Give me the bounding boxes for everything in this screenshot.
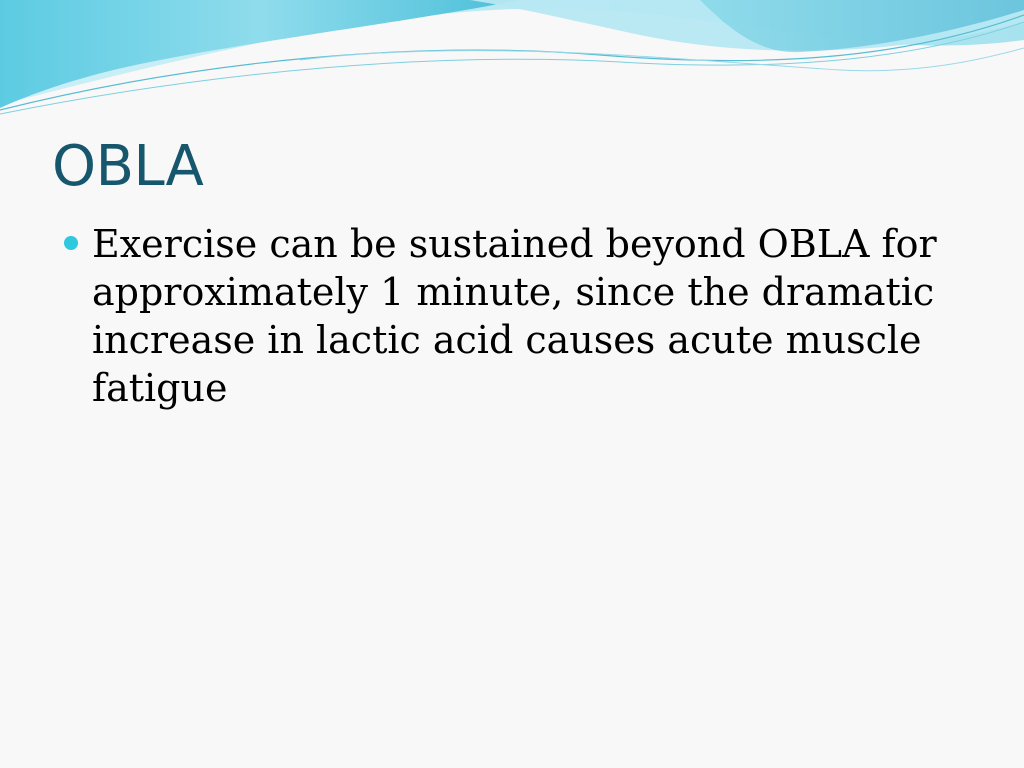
bullet-dot-icon (64, 236, 78, 250)
bullet-text: Exercise can be sustained beyond OBLA for approximately 1 minute, since the dramatic increase in lactic acid causes acute muscle fatigue (92, 222, 937, 410)
wave-header-decoration (0, 0, 1024, 120)
bullet-list (62, 220, 962, 412)
bullet-item (62, 220, 962, 412)
slide-title: OBLA (52, 134, 204, 199)
